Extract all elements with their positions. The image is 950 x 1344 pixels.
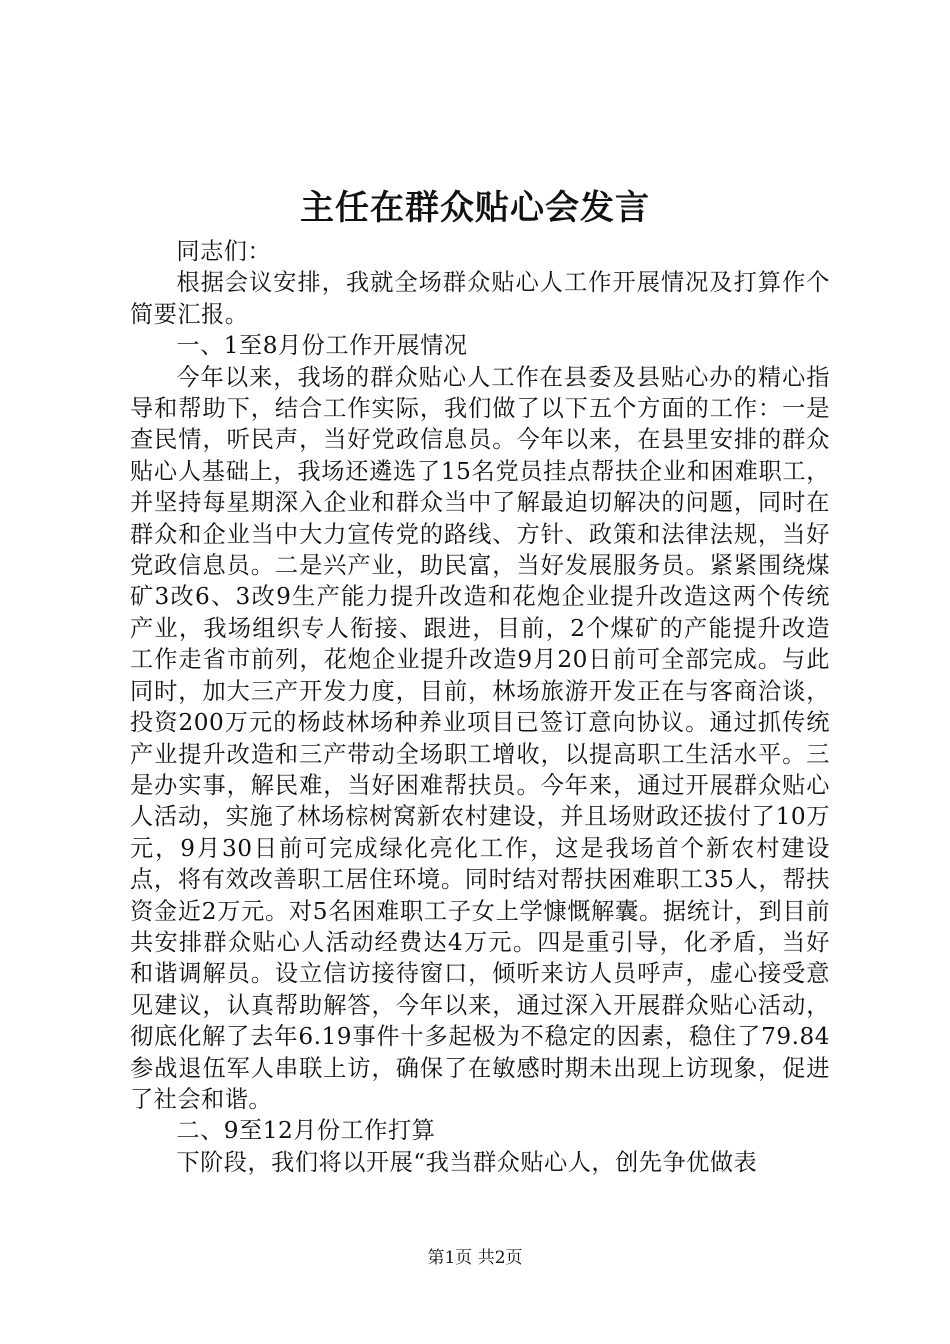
paragraph-work-summary: 今年以来，我场的群众贴心人工作在县委及县贴心办的精心指导和帮助下，结合工作实际，我们做了以下五个方面的工作：一是查民情，听民声，当好党政信息员。今年以来，在县里安排的群众贴心人基础上，我场还遴选了15名党员挂点帮扶企业和困难职工，并坚持每星期深入企业和群众当中了解最迫切解决的问题，同时在群众和企业当中大力宣传党的路线、方针、政策和法律法规，当好党政信息员。二是兴产业，助民富，当好发展服务员。紧紧围绕煤矿3改6、3改9生产能力提升改造和花炮企业提升改造这两个传统产业，我场组织专人衔接、跟进，目前，2个煤矿的产能提升改造工作走省市前列，花炮企业提升改造9月20日前可全部完成。与此同时，加大三产开发力度，目前，林场旅游开发正在与客商洽谈，投资200万元的杨歧林场种养业项目已签订意向协议。通过抓传统产业提升改造和三产带动全场职工增收，以提高职工生活水平。三是办实事，解民难，当好困难帮扶员。今年来，通过开展群众贴心人活动，实施了林场棕树窝新农村建设，并且场财政还拔付了10万元，9月30日前可完成绿化亮化工作，这是我场首个新农村建设点，将有效改善职工居住环境。同时结对帮扶困难职工35人，帮扶资金近2万元。对5名困难职工子女上学慷慨解囊。据统计，到目前共安排群众贴心人活动经费达4万元。四是重引导，化矛盾，当好和谐调解员。设立信访接待窗口，倾听来访人员呼声，虚心接受意见建议，认真帮助解答，今年以来，通过深入开展群众贴心活动，彻底化解了去年6.19事件十多起极为不稳定的因素，稳住了79.84参战退伍军人串联上访，确保了在敏感时期未出现上访现象，促进了社会和谐。 (130, 363, 830, 1113)
section-heading-2: 二、9至12月份工作打算 (176, 1117, 436, 1145)
document-body (130, 236, 830, 1178)
paragraph-intro: 根据会议安排，我就全场群众贴心人工作开展情况及打算作个简要汇报。 (130, 269, 830, 328)
document-title: 主任在群众贴心会发言 (300, 188, 650, 228)
paragraph-salutation: 同志们： (176, 238, 272, 265)
section-heading-1: 一、1至8月份工作开展情况 (176, 332, 468, 360)
page-number-footer: 第1页 共2页 (427, 1248, 523, 1268)
paragraph-next-plan: 下阶段，我们将以开展“我当群众贴心人，创先争优做表 (176, 1148, 758, 1176)
